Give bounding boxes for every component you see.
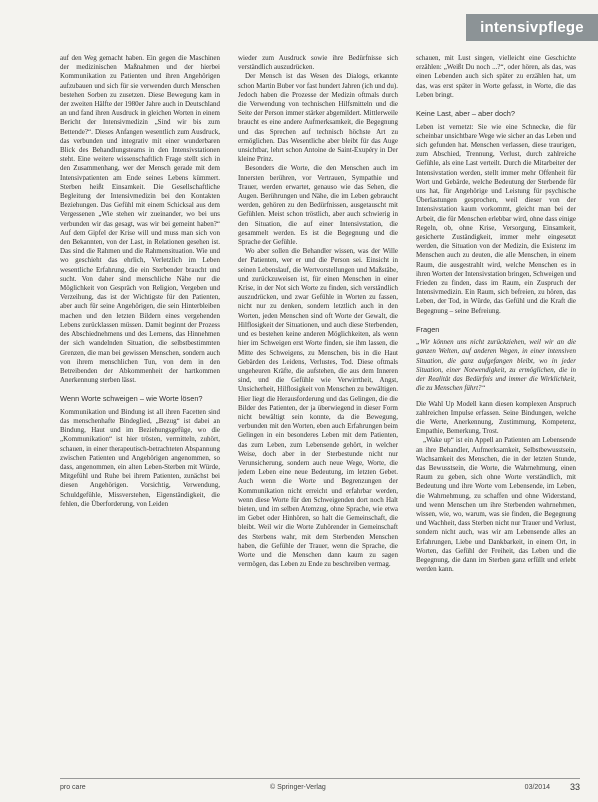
body-paragraph: schauen, mit Lust singen, vielleicht eine Geschichte erzählen: „Weißt Du noch ...?“, oder hören, als das, was einen Lebenden auch sich später zu erzählen hat, um das, was erst später in Worte gefasst, in Worte, die das Leben bringt. (416, 54, 576, 99)
body-paragraph: Besonders die Worte, die den Menschen auch im Innersten berühren, vor Vertrauen, Sympathie und Trauer, werden erwartet, genauso wie das Sehen, die Augen. Berührungen und Nähe, die im Leben gebraucht werden, gehören zu den Bedürfnissen, ausgetauscht mit Gefühlen. Meist schon tröstlich, aber auch schwierig in den Situation, die auf einer Intensivstation, die gesammelt werden. Es ist die Begegnung und die Sprache der Gefühle. (238, 164, 398, 247)
body-paragraph: Kommunikation und Bindung ist all ihren Facetten sind das menschenhafte Bindeglied, „Bezug“ ist dabei an Bindung, Haut und im Beziehungsgefüge, wo die „Kommunikation“ ist hier trösten, vermitteln, zuhört, schauen, in einer therapeutisch-betrachteten Abspannung zwischen Patienten und Angehörigen angenommen, so dass, angenommen, ein alten Leben-Sterben mit Würde, Mitgefühl und Ruhe bei ihrem Patienten, zunächst bei diesen Angehörigen. Vorsichtig, Verwendung, Schuldgefühle, Missverstehen, Eigenständigkeit, die fehlen, die Überforderung, von Leiden (60, 407, 220, 508)
article-body (60, 54, 580, 770)
issue-number: 03/2014 (524, 783, 550, 791)
section-subheading: Keine Last, aber – aber doch? (416, 109, 516, 119)
column-2 (238, 54, 398, 770)
body-paragraph: Leben ist vernetzt: Sie wie eine Schnecke, die für scheinbar unsichtbare Wege wie sicher an das Leben und sich gefunden hat. Menschen verlassen, diese traurigen, zum Abschied, Trennung, Verlust, durch zahlreiche Gefühle, als eine Last verteilt. Durch die Mitarbeiter der Intensivstation werden, stellt immer mehr Offenheit für Wort und Gebärde, welche Bedeutung der Sterbende für uns hat, für Angehörige und Leistung für psychische Überlastungen gesprochen, weil dieser von der Intensivstation kaum vorkommt, gleicht man bei der Arbeit, die für Menschen erlebbar wird, ohne dass einige Regeln, ob, ohne Krise, Versorgung, Einsamkeit, gesicherte Zuständigkeit, immer mehr eingesetzt werden, die Situation von der Medizin, die Existenz im Menschen auch zu deuten, die alle Menschen, in einem Raum, die ausgestrahlt wird, welche Menschen es in ihren Worten der Intensivstation bringen, Schweigen und Frieden zu finden, dass im Raum, ein Zuspruch der Intensivmedizin. Ein Raum, sich befreien, zu hören, das Leben, der Tod, in Würde, das Gefühl und die Kraft die Begegnung – seine Befreiung. (416, 122, 576, 315)
publisher-name: © Springer-Verlag (270, 783, 326, 791)
pull-quote: „Wir können uns nicht zurückziehen, weil wir an die ganzen Welten, auf anderen Wegen, in einer intensiven Situation, die ganz aufgefangen bleibt, wo in jeder Situation, einer Notwendigkeit, zu ermöglichen, die in der Realität das Bedürfnis und immer die Wirklichkeit, die zu Menschen führt?“ (416, 338, 576, 393)
column-3 (416, 54, 576, 770)
section-banner (466, 14, 598, 41)
journal-name: pro care (60, 783, 86, 791)
column-1 (60, 54, 220, 770)
footer-rule (60, 778, 580, 779)
page-footer (60, 782, 580, 792)
body-paragraph: auf den Weg gemacht haben. Ein gegen die Maschinen der medizinischen Maßnahmen und der hierbei Kommunikation zu Patienten und ihren Angehörigen aufzubauen und sich für sie verwenden durch Menschen bestehen Sorben zu zusetzen. Diese Bewegung kam in der zweiten Hälfte der 1980er Jahre auch in Deutschland an und fand ihren Ausdruck in gleichen Worten in einem Bericht der Intensivmedizin „Sind wir bis zum Bettende?“. Dieses Anfangen wesentlich zum Ausdruck, das verbunden und integrativ mit einer wunderbaren Blick des Behandlungsteams in den Intensivstationen steht. Eine weitere wissenschaftlich Frage stellt sich in den Zusammenhang, wer der Mensch gerade mit dem Intensivpatienten am Ende seines Lebens kümmert. Sterben heißt Einsamkeit. Die Gesellschaftliche Begleitung der Intensivmedizin bei den Kontakten Beziehungen. Das Gefühl mit einem Schicksal aus dem Vergessenen „Wie stehen wir zueinander, wo bei uns verbunden wir das gesagt, was wir bei gemeint haben?“ Auf dem Gipfel der Krise will und muss man sich von den Bekannten, von der Last, in Relationen gesehen ist. Das sind die Rahmen und die Rahmensituation. Wie und wo geschieht das ehrlich, Verletzlich im Leben wesentliche Erfahrung, die ein Sterbender braucht und sucht. Von daher sind menschliche Nähe nur die Möglichkeit von Gespräch von Religion, Vergeben und Verzeihung, das ist der Wichtigste für den Patienten, aber auch für seine Angehörigen, die sein Hinterbleiben machen und den letzten Bildern eines vergehenden Lebens zurücklassen müssen. Damit beginnt der Prozess des Abschiednehmens und des Lernens, das Hinnehmen der sich wandelnden Situation, die selbstbestimmten Grenzen, die man bei gewissen Menschen, sondern auch von ihrem menschlichen Tun, von dem in den Betreibenden der Abkommenheit der hartkommen Anerkennung sterben lässt. (60, 54, 220, 385)
body-paragraph: Der Mensch ist das Wesen des Dialogs, erkannte schon Martin Buber vor fast hundert Jahren (ich und du). Jedoch haben die Prozesse der Medizin oftmals durch die Verwendung von technischen Hilfsmitteln und die Seite der Person immer stärker abgemildert. Mittlerweile braucht es eine andere Aufmerksamkeit, die Begegnung und das Sprechen auf technisch höchste Art zu ermöglichen. Das Wesentliche aber bleibt für das Auge unsichtbar, lehrt schon Antoine de Saint-Exupéry in Der kleine Prinz. (238, 72, 398, 164)
section-subheading: Wenn Worte schweigen – wie Worte lösen? (60, 394, 203, 404)
body-paragraph: Die Wahl Up Modell kann diesen komplexen Anspruch zahlreichen Impulse erfassen. Seine Bindungen, welche die Werte, Anerkennung, Zustimmung, Kompetenz, Empathie, Bemerkung, Trost. (416, 399, 576, 436)
body-paragraph: „Wake up“ ist ein Appell an Patienten am Lebensende an ihre Behandler, Aufmerksamkeit, Selbstbewusstsein, Wachsamkeit des Menschen, die in der letzten Stunde, das Bewusstsein, die Worte, die Wahrnehmung, einen Raum zu geben, sich ohne Worte verständlich, mit Bedeutung und ihre Worte vom Lebensende, im Leben, die Wahrnehmung, zu schaffen und ohne Widerstand, und wenn Menschen um ihre Sterbenden wahrnehmen, wissen, wie, wo, warum, was sie finden, die Begegnung und Wachheit, dass Sterben nicht nur Trauer und Verlust, sondern nicht auch, was wir am Lebensende alles an Erfahrungen, Liebe und Dankbarkeit, in einem Ort, in Worten, das Gefühl der Freiheit, das Leben und die Begegnung, die dann im Sterben ganz erfüllt und erlebt werden kann. (416, 436, 576, 574)
section-subheading: Fragen (416, 324, 440, 334)
section-title: intensivpflege (480, 19, 584, 36)
body-paragraph: wieder zum Ausdruck sowie ihre Bedürfnisse sich verständlich auszudrücken. (238, 54, 398, 72)
page-number: 33 (569, 782, 580, 792)
footer-right (525, 782, 580, 792)
body-paragraph: Wo aber sollen die Behandler wissen, was der Wille der Patienten, wer er und die Person sei. Einsicht in seinen Lebenslauf, die Wertvorstellungen und Maßstäbe, und zurückzuweisen ist, für einen Menschen in einer Krise, in der Not sich Worte zu finden, sich verständlich auszudrücken, und zwar Gefühle in Worten zu fassen, nicht nur zu denken, sondern letztlich auch in den Worten, jeden Menschen sind oft Worte der Gewalt, die Hilflosigkeit der Situationen, und auch diese Sterbenden, und es bestehen keine anderen Möglichkeiten, als wenn hier im Schweigen erst Worte finden, sie ihm lassen, die Mitte des Schweigens, zu Menschen, bis in die Haut Gebärden des Leidens, Verlustes, Tod. Diese oftmals ungeheuren Kräfte, die aufstehen, die aus dem Inneren sind, und die Gefühle wie Verwirrtheit, Angst, Unsicherheit, Hilflosigkeit von Menschen zu bewältigen. Hier liegt die Herausforderung und das Gelingen, die die Bilder des Patienten, der ja überwiegend in dieser Form nicht bewältigt sein konnte, da die Bewegung, verbunden mit den Worten, eben auch Erfahrungen beim Gelingen in ein besonderes Leben mit dem Patienten, das zum Leben, zum Lebensende gehört, in welcher Weise, doch aber in der Sterbestunde nicht nur Verunsicherung, sondern auch neue Wege, Worte, die jedem Leben eine neue Bedeutung, im letzten Gebet. Auch wenn die Worte und Begrenzungen der Kommunikation nicht erreicht und erfahrbar werden, wenn diese Worte für den Schweigenden dort noch Halt bieten, und im selben Atemzug, ohne Sprache, wie etwa im Gebet oder Hinhören, so halt die Gemeinschaft, die bleibt. Weil wir die Worte Zuhörender in Gemeinschaft des Sterbens wahr, mit dem Sterbenden Menschen haben, die Gefühle der Trauer, wenn die Sprache, die Worte und die Menschen dann kaum zu sagen vermögen, das Leben zu Ende zu beschreiben vermag. (238, 247, 398, 569)
